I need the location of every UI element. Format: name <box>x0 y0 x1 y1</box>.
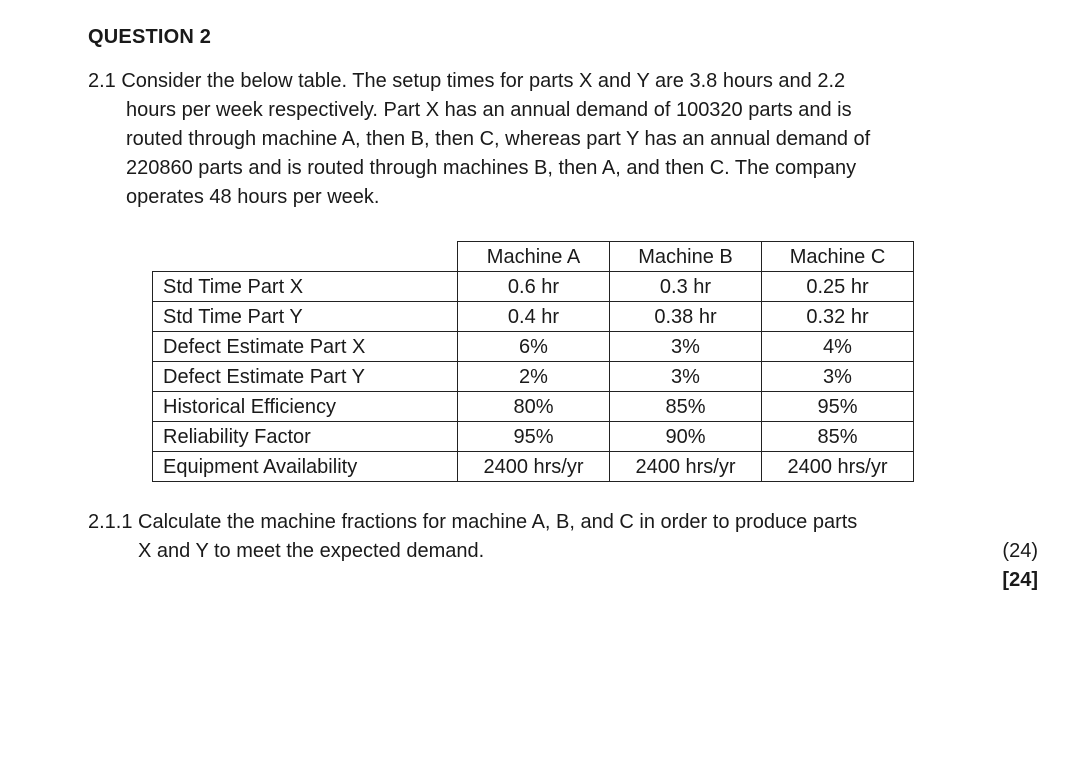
intro-line: 220860 parts and is routed through machines B, then A, and then C. The company <box>126 157 857 179</box>
total-marks: [24] <box>1002 569 1038 591</box>
table-cell: 85% <box>610 392 762 422</box>
table-cell: 2400 hrs/yr <box>458 452 610 482</box>
table-cell: 90% <box>610 422 762 452</box>
table-cell: 0.4 hr <box>458 302 610 332</box>
table-row <box>153 422 914 452</box>
row-label: Historical Efficiency <box>153 392 458 422</box>
intro-line: hours per week respectively. Part X has an annual demand of 100320 parts and is <box>126 99 852 121</box>
intro-line: routed through machine A, then B, then C, whereas part Y has an annual demand of <box>126 128 871 150</box>
table-cell: 0.6 hr <box>458 272 610 302</box>
table-row <box>153 272 914 302</box>
table-cell: 2400 hrs/yr <box>762 452 914 482</box>
sub-question-line: 2.1.1 Calculate the machine fractions for machine A, B, and C in order to produce parts <box>88 511 858 533</box>
table-cell: 0.3 hr <box>610 272 762 302</box>
intro-line: operates 48 hours per week. <box>126 186 380 208</box>
table-header-row <box>153 242 914 272</box>
question-heading: QUESTION 2 <box>88 26 212 48</box>
table-cell: 0.32 hr <box>762 302 914 332</box>
marks <box>1002 537 1038 595</box>
row-label: Defect Estimate Part Y <box>153 362 458 392</box>
column-header: Machine B <box>610 242 762 272</box>
table-cell: 0.25 hr <box>762 272 914 302</box>
table-cell: 95% <box>458 422 610 452</box>
table-cell: 0.38 hr <box>610 302 762 332</box>
sub-question <box>88 508 948 566</box>
row-label: Equipment Availability <box>153 452 458 482</box>
table-cell: 2400 hrs/yr <box>610 452 762 482</box>
intro-line: 2.1 Consider the below table. The setup times for parts X and Y are 3.8 hours and 2.2 <box>88 70 846 92</box>
sub-question-line: X and Y to meet the expected demand. <box>138 540 485 562</box>
table-row <box>153 332 914 362</box>
table-row <box>153 362 914 392</box>
table-cell: 3% <box>610 362 762 392</box>
table-cell: 3% <box>610 332 762 362</box>
row-label: Defect Estimate Part X <box>153 332 458 362</box>
table-cell: 2% <box>458 362 610 392</box>
table-row <box>153 392 914 422</box>
table-cell: 3% <box>762 362 914 392</box>
table-cell: 4% <box>762 332 914 362</box>
table-cell: 95% <box>762 392 914 422</box>
row-label: Std Time Part X <box>153 272 458 302</box>
table-row <box>153 302 914 332</box>
table-corner-cell <box>153 242 458 272</box>
table-cell: 6% <box>458 332 610 362</box>
table-cell: 85% <box>762 422 914 452</box>
table-cell: 80% <box>458 392 610 422</box>
machine-data-table <box>152 241 914 482</box>
table-row <box>153 452 914 482</box>
row-label: Std Time Part Y <box>153 302 458 332</box>
column-header: Machine C <box>762 242 914 272</box>
row-label: Reliability Factor <box>153 422 458 452</box>
sub-question-marks: (24) <box>1002 540 1038 562</box>
intro-paragraph <box>88 67 968 212</box>
column-header: Machine A <box>458 242 610 272</box>
